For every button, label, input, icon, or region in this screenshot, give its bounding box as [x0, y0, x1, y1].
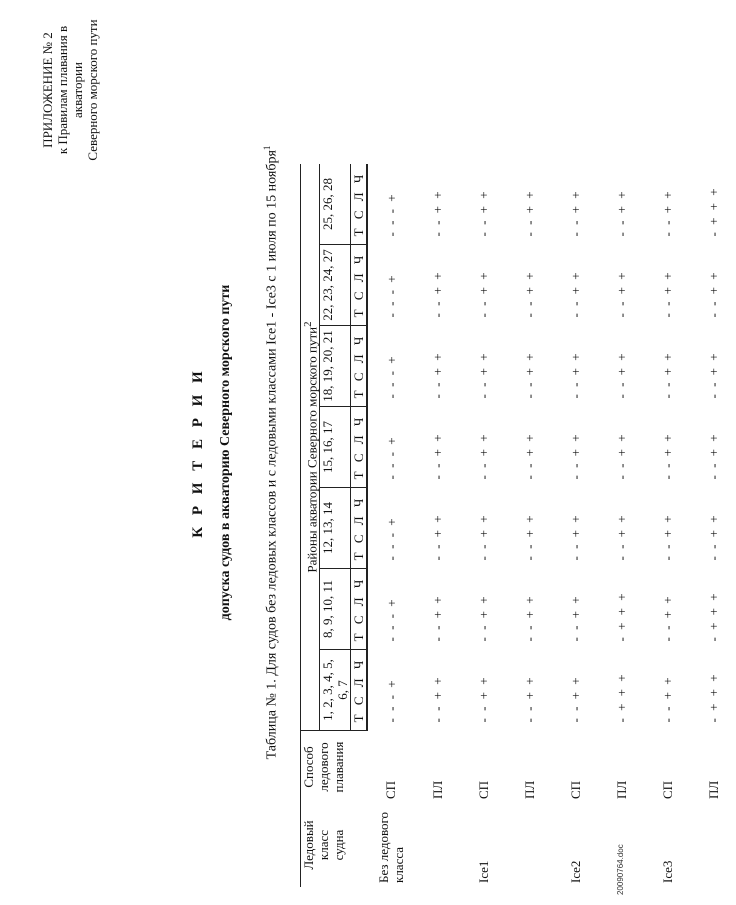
navigation-mode-cell: ПЛ — [429, 780, 445, 799]
appendix-number: ПРИЛОЖЕНИЕ № 2 — [40, 32, 55, 148]
table-row — [598, 164, 644, 887]
appendix-header — [40, 15, 100, 165]
criteria-cell: - - + + — [429, 351, 445, 399]
col-header-class-line: Ледовый — [301, 820, 316, 870]
criteria-cell: - - + + — [521, 594, 537, 642]
criteria-cell: - - + + — [521, 513, 537, 561]
criteria-cell: - - + + — [567, 513, 583, 561]
appendix-line: Северного морского пути — [85, 19, 100, 161]
tslch-header: Т С Л Ч — [351, 326, 368, 407]
criteria-cell: - - + + — [567, 432, 583, 480]
region-header: 22, 23, 24, 27 — [320, 245, 351, 326]
ice-class-cell: Ice2 — [567, 860, 583, 883]
navigation-mode-cell: СП — [567, 780, 583, 799]
document-title: К Р И Т Е Р И И — [190, 367, 206, 538]
ice-class-cell: Ice3 — [659, 860, 675, 883]
col-header-mode-line: плавания — [331, 741, 346, 793]
table-row — [506, 164, 552, 887]
ice-class-cell — [506, 803, 552, 887]
table-row — [460, 164, 506, 887]
table-body — [367, 164, 736, 887]
ice-class-cell — [690, 803, 736, 887]
criteria-cell: - - + + — [521, 351, 537, 399]
table-row — [552, 164, 598, 887]
table-row — [644, 164, 690, 887]
criteria-cell: - + + + — [705, 186, 721, 237]
criteria-cell: - - + + — [475, 513, 491, 561]
tslch-header: Т С Л Ч — [351, 488, 368, 569]
criteria-cell: - - + + — [475, 675, 491, 723]
criteria-cell: - - + + — [429, 432, 445, 480]
criteria-cell: - - - + — [383, 273, 399, 318]
navigation-mode-cell: СП — [659, 780, 675, 799]
regions-footnote: 2 — [302, 321, 314, 327]
criteria-cell: - - + + — [475, 594, 491, 642]
table-row — [414, 164, 460, 887]
region-header: 1, 2, 3, 4, 5, 6, 7 — [320, 650, 351, 731]
table-caption-text: Таблица № 1. Для судов без ледовых классов и с ледовыми классами Ice1 - Ice3 с 1 июля по 15 ноября — [264, 150, 280, 760]
criteria-cell: - - + + — [475, 189, 491, 237]
tslch-header: Т С Л Ч — [351, 569, 368, 650]
criteria-cell: - - + + — [659, 189, 675, 237]
criteria-cell: - - + + — [613, 513, 629, 561]
region-header: 18, 19, 20, 21 — [320, 326, 351, 407]
criteria-cell: - - + + — [429, 513, 445, 561]
criteria-cell: - - + + — [521, 270, 537, 318]
navigation-mode-cell: СП — [475, 780, 491, 799]
criteria-cell: - - + + — [659, 432, 675, 480]
criteria-cell: - - - + — [383, 435, 399, 480]
ice-class-cell — [414, 803, 460, 887]
regions-title — [301, 164, 320, 731]
criteria-cell: - - + + — [567, 594, 583, 642]
region-header: 12, 13, 14 — [320, 488, 351, 569]
navigation-mode-cell: ПЛ — [705, 780, 721, 799]
table-caption — [262, 0, 281, 905]
criteria-cell: - - + + — [475, 432, 491, 480]
criteria-cell: - - + + — [659, 594, 675, 642]
tslch-header: Т С Л Ч — [351, 650, 368, 731]
criteria-cell: - - + + — [659, 513, 675, 561]
criteria-cell: - - + + — [705, 513, 721, 561]
criteria-cell: - - + + — [659, 351, 675, 399]
col-header-class-line: класс — [316, 829, 331, 861]
criteria-cell: - - + + — [705, 432, 721, 480]
col-header-mode-line: Способ — [301, 746, 316, 788]
criteria-cell: - - + + — [475, 351, 491, 399]
region-header: 25, 26, 28 — [320, 164, 351, 245]
ice-class-cell: Ice1 — [475, 860, 491, 883]
navigation-mode-cell: СП — [383, 780, 399, 799]
tslch-header: Т С Л Ч — [351, 164, 368, 245]
col-header-class — [301, 803, 368, 887]
criteria-cell: - - + + — [705, 270, 721, 318]
criteria-cell: - - - + — [383, 354, 399, 399]
criteria-cell: - - - + — [383, 516, 399, 561]
criteria-cell: - - + + — [567, 351, 583, 399]
criteria-cell: - - + + — [659, 675, 675, 723]
criteria-cell: - - + + — [475, 270, 491, 318]
criteria-cell: - - + + — [659, 270, 675, 318]
criteria-cell: - - + + — [613, 351, 629, 399]
criteria-cell: - - + + — [429, 594, 445, 642]
criteria-cell: - - + + — [429, 270, 445, 318]
criteria-cell: - - + + — [613, 189, 629, 237]
regions-title-text: Районы акватории Северного морского пути — [304, 326, 320, 573]
navigation-mode-cell: ПЛ — [613, 780, 629, 799]
tslch-header: Т С Л Ч — [351, 245, 368, 326]
table-caption-footnote: 1 — [262, 145, 272, 151]
tslch-header: Т С Л Ч — [351, 407, 368, 488]
region-header: 15, 16, 17 — [320, 407, 351, 488]
table-row — [367, 164, 414, 887]
criteria-cell: - - - + — [383, 597, 399, 642]
criteria-cell: - - + + — [567, 189, 583, 237]
appendix-line: к Правилам плавания в акватории — [55, 25, 85, 155]
region-header: 8, 9, 10, 11 — [320, 569, 351, 650]
criteria-cell: - - + + — [705, 351, 721, 399]
criteria-cell: - - + + — [613, 270, 629, 318]
navigation-mode-cell: ПЛ — [521, 780, 537, 799]
criteria-cell: - - - + — [383, 192, 399, 237]
criteria-cell: - - + + — [567, 675, 583, 723]
criteria-cell: - - + + — [613, 432, 629, 480]
criteria-cell: - - + + — [429, 189, 445, 237]
col-header-class-line: судна — [331, 829, 346, 861]
criteria-cell: - + + + — [705, 591, 721, 642]
col-header-mode — [301, 731, 368, 804]
criteria-cell: - + + + — [705, 672, 721, 723]
table-header-row — [301, 164, 320, 887]
criteria-table — [300, 164, 736, 887]
criteria-cell: - - + + — [429, 675, 445, 723]
criteria-cell: - - + + — [521, 189, 537, 237]
criteria-cell: - + + + — [613, 591, 629, 642]
table-row — [690, 164, 736, 887]
criteria-cell: - - + + — [567, 270, 583, 318]
criteria-cell: - + + + — [613, 672, 629, 723]
criteria-cell: - - - + — [383, 678, 399, 723]
criteria-cell: - - + + — [521, 675, 537, 723]
criteria-cell: - - + + — [521, 432, 537, 480]
document-subtitle: допуска судов в акваторию Северного морского пути — [218, 284, 233, 621]
col-header-mode-line: ледового — [316, 742, 331, 792]
ice-class-cell: Без ледового класса — [375, 811, 406, 883]
footer-filename: 20090764.doc — [616, 844, 625, 895]
